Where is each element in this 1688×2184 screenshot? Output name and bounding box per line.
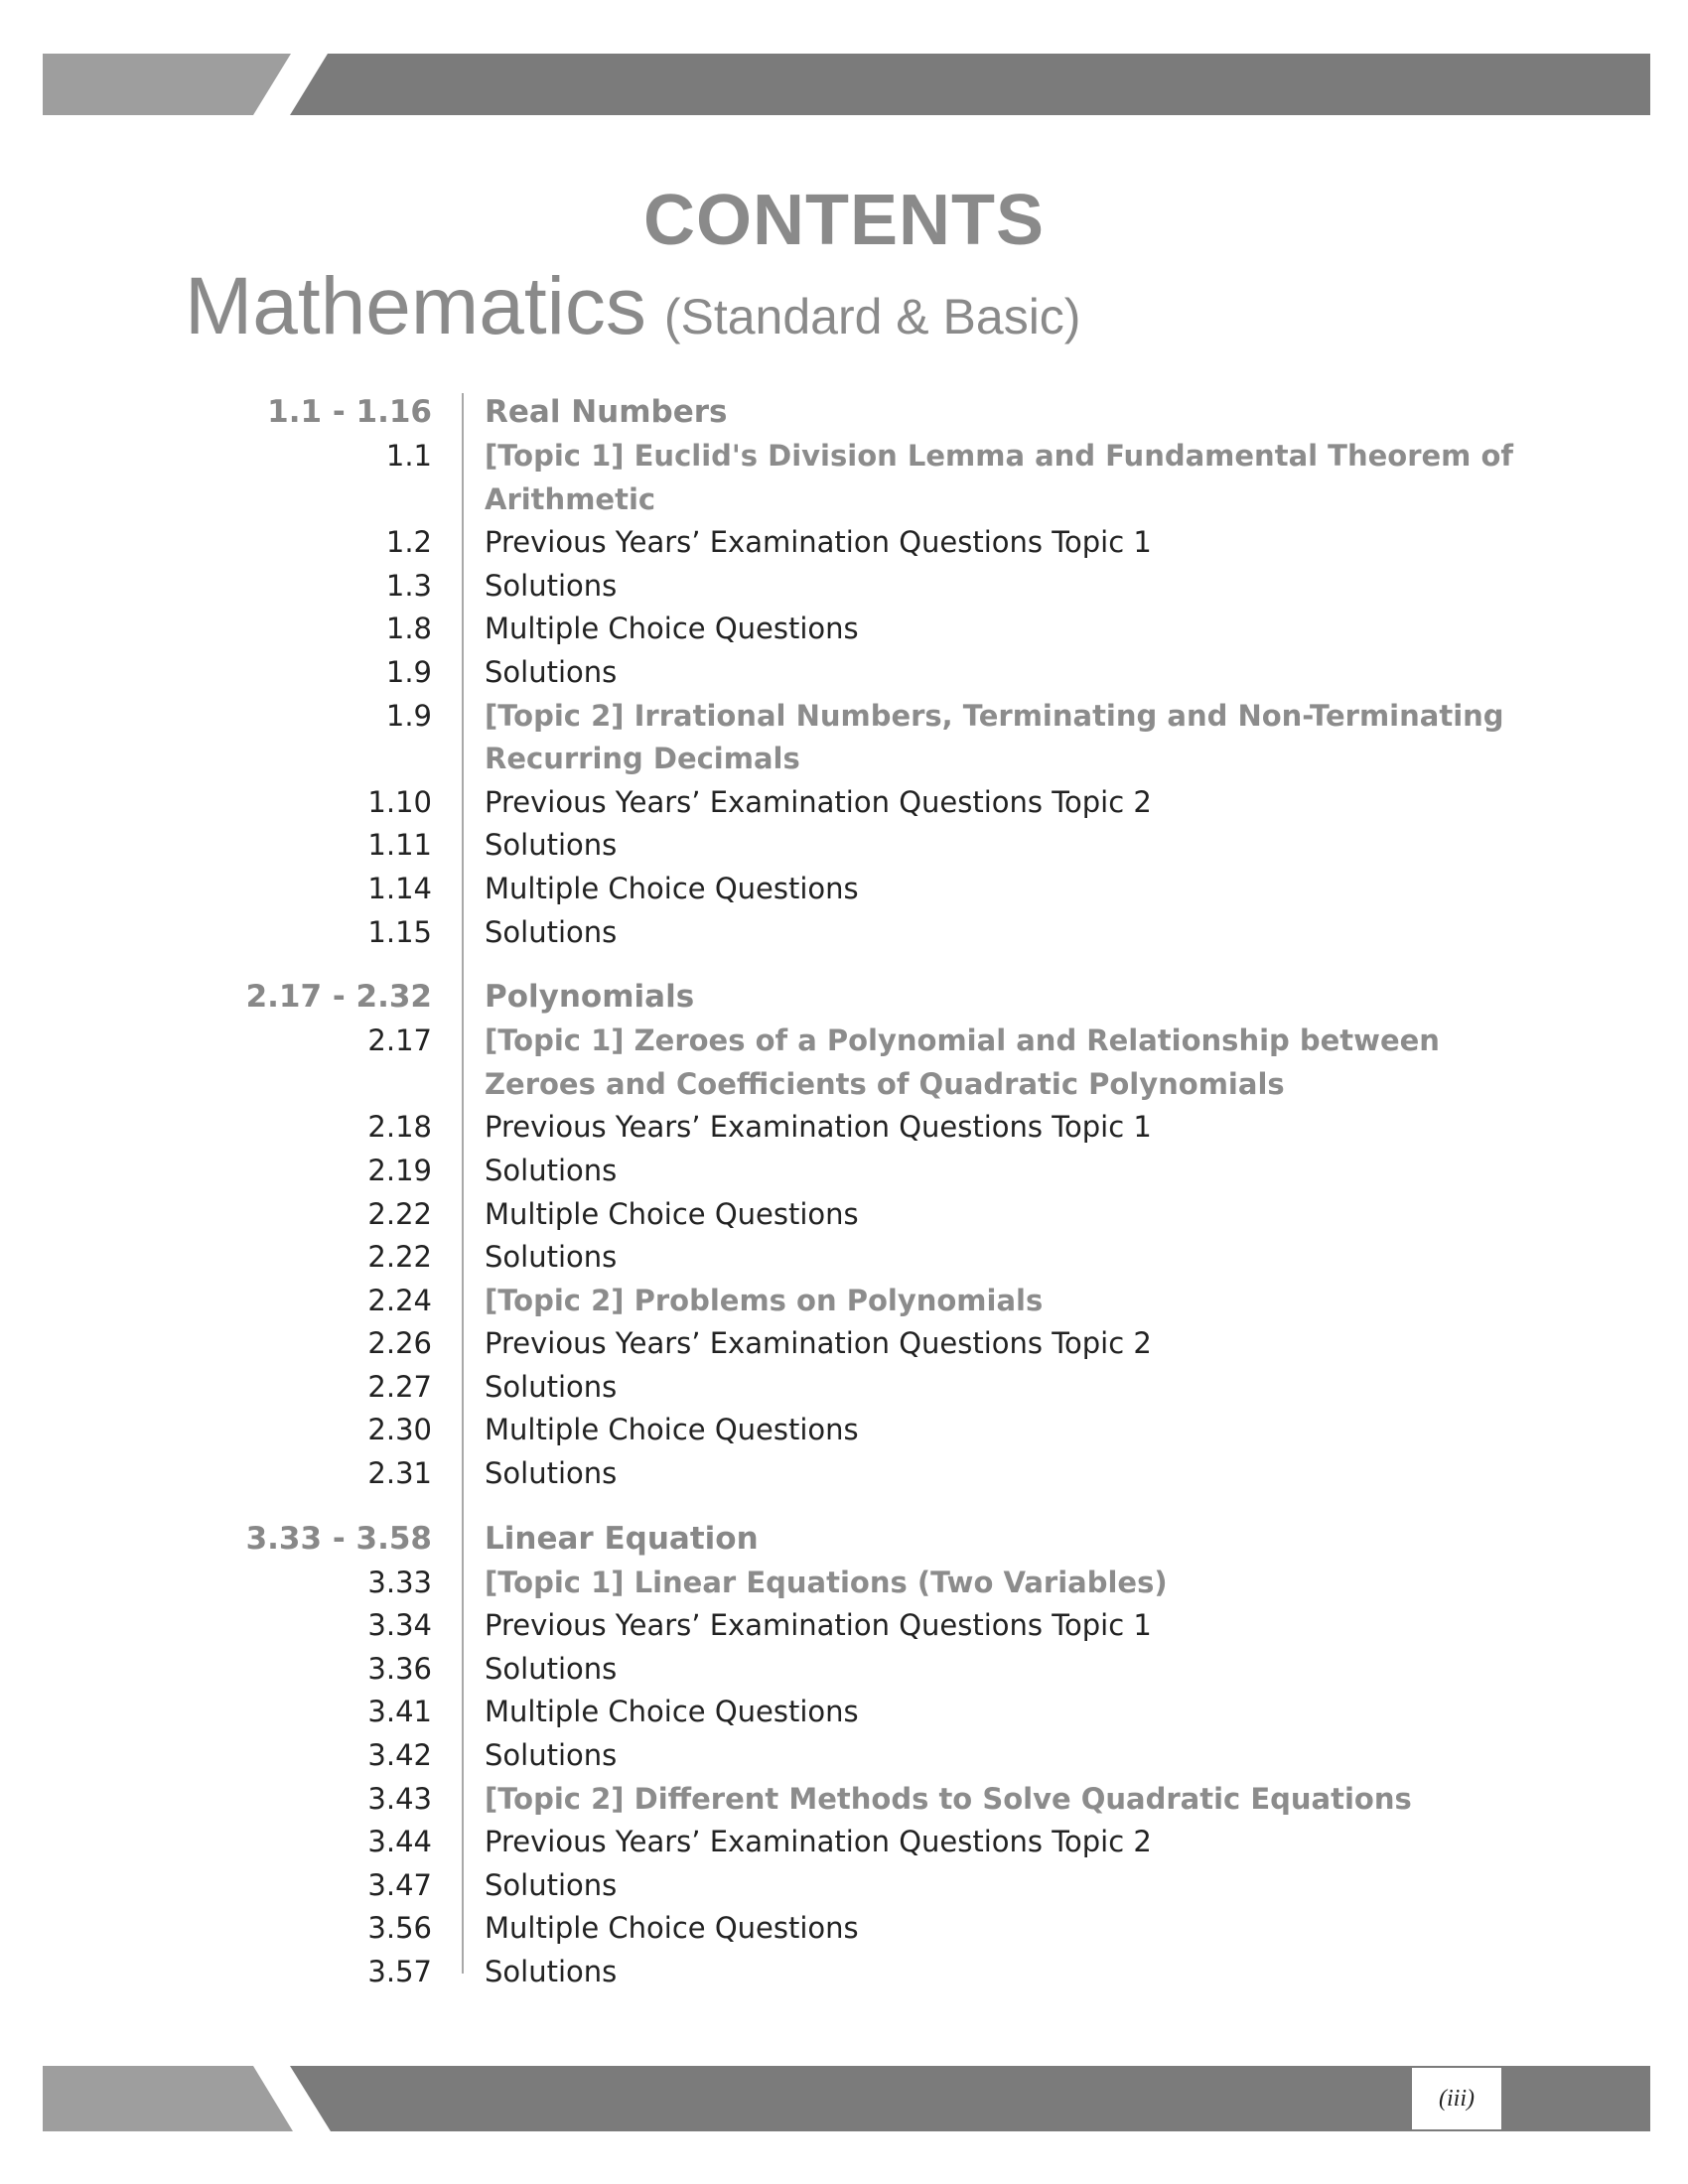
entry-title: Multiple Choice Questions bbox=[485, 612, 859, 646]
entry-title: Solutions bbox=[485, 1867, 618, 1902]
chapter-heading-row[interactable] bbox=[0, 974, 1688, 1020]
subject-title bbox=[185, 260, 1080, 353]
toc-entry-row[interactable] bbox=[0, 1604, 1688, 1648]
top-header-band bbox=[0, 54, 1688, 117]
entry-title: Previous Years’ Examination Questions Topic 1 bbox=[485, 525, 1152, 560]
entry-page-number: 3.34 bbox=[367, 1608, 432, 1643]
entry-page-number: 2.27 bbox=[367, 1369, 432, 1404]
topic-entry-row[interactable] bbox=[0, 435, 1688, 521]
entry-title: Solutions bbox=[485, 654, 618, 689]
entry-page-number: 3.41 bbox=[367, 1695, 432, 1729]
entry-title: Solutions bbox=[485, 1738, 618, 1773]
toc-chapter bbox=[0, 1516, 1688, 1994]
toc-entry-row[interactable] bbox=[0, 1951, 1688, 1994]
entry-page-number: 1.9 bbox=[385, 654, 432, 689]
entry-page-number: 3.47 bbox=[367, 1867, 432, 1902]
entry-page-number: 2.22 bbox=[367, 1240, 432, 1275]
entry-page-number: 1.2 bbox=[385, 525, 432, 560]
chapter-title: Linear Equation bbox=[485, 1520, 759, 1557]
entry-page-number: 2.18 bbox=[367, 1110, 432, 1145]
toc-entry-row[interactable] bbox=[0, 1452, 1688, 1496]
entry-page-number: 2.24 bbox=[367, 1283, 432, 1317]
topic-entry-row[interactable] bbox=[0, 1778, 1688, 1822]
entry-title: Solutions bbox=[485, 828, 618, 863]
topic-title: [Topic 2] Different Methods to Solve Quadratic Equations bbox=[485, 1781, 1412, 1816]
toc-entry-row[interactable] bbox=[0, 781, 1688, 825]
entry-title: Multiple Choice Questions bbox=[485, 1413, 859, 1447]
topic-title: [Topic 2] Problems on Polynomials bbox=[485, 1283, 1044, 1317]
entry-page-number: 3.33 bbox=[367, 1565, 432, 1599]
entry-page-number: 1.9 bbox=[385, 698, 432, 733]
toc-entry-row[interactable] bbox=[0, 521, 1688, 565]
chapter-page-range: 3.33 - 3.58 bbox=[245, 1520, 432, 1557]
table-of-contents bbox=[0, 389, 1688, 2014]
toc-entry-row[interactable] bbox=[0, 824, 1688, 868]
entry-title: Previous Years’ Examination Questions Topic 2 bbox=[485, 784, 1152, 819]
chapter-title: Real Numbers bbox=[485, 394, 728, 430]
toc-entry-row[interactable] bbox=[0, 1864, 1688, 1908]
toc-entry-row[interactable] bbox=[0, 1734, 1688, 1778]
topic-entry-row[interactable] bbox=[0, 695, 1688, 781]
entry-page-number: 1.11 bbox=[367, 828, 432, 863]
page-number: (iii) bbox=[1412, 2068, 1501, 2129]
toc-entry-row[interactable] bbox=[0, 1907, 1688, 1951]
entry-title: Solutions bbox=[485, 1240, 618, 1275]
toc-chapter bbox=[0, 389, 1688, 954]
entry-title: Solutions bbox=[485, 1651, 618, 1686]
toc-entry-row[interactable] bbox=[0, 1821, 1688, 1864]
topic-title: [Topic 1] Euclid's Division Lemma and Fundamental Theorem of Arithmetic bbox=[485, 439, 1514, 516]
topic-entry-row[interactable] bbox=[0, 1280, 1688, 1323]
topic-entry-row[interactable] bbox=[0, 1562, 1688, 1605]
topic-title: [Topic 1] Linear Equations (Two Variables) bbox=[485, 1565, 1168, 1599]
entry-page-number: 2.17 bbox=[367, 1024, 432, 1058]
chapter-heading-row[interactable] bbox=[0, 389, 1688, 435]
entry-page-number: 2.30 bbox=[367, 1413, 432, 1447]
entry-page-number: 2.31 bbox=[367, 1456, 432, 1491]
entry-title: Multiple Choice Questions bbox=[485, 1196, 859, 1231]
chapter-page-range: 1.1 - 1.16 bbox=[267, 394, 432, 430]
entry-page-number: 2.19 bbox=[367, 1153, 432, 1187]
toc-entry-row[interactable] bbox=[0, 1150, 1688, 1193]
subject-subtitle: (Standard & Basic) bbox=[663, 289, 1081, 344]
chapter-page-range: 2.17 - 2.32 bbox=[245, 979, 432, 1016]
toc-entry-row[interactable] bbox=[0, 868, 1688, 911]
entry-page-number: 1.1 bbox=[385, 439, 432, 473]
entry-page-number: 3.57 bbox=[367, 1955, 432, 1988]
entry-title: Solutions bbox=[485, 1955, 618, 1988]
entry-title: Solutions bbox=[485, 914, 618, 949]
entry-title: Multiple Choice Questions bbox=[485, 871, 859, 905]
toc-entry-row[interactable] bbox=[0, 1236, 1688, 1280]
entry-title: Multiple Choice Questions bbox=[485, 1695, 859, 1729]
entry-title: Solutions bbox=[485, 1456, 618, 1491]
toc-entry-row[interactable] bbox=[0, 651, 1688, 695]
subject-name: Mathematics bbox=[185, 261, 646, 351]
entry-title: Previous Years’ Examination Questions Topic 1 bbox=[485, 1608, 1152, 1643]
chapter-title: Polynomials bbox=[485, 979, 695, 1016]
entry-title: Previous Years’ Examination Questions Topic 1 bbox=[485, 1110, 1152, 1145]
entry-page-number: 3.42 bbox=[367, 1738, 432, 1773]
entry-page-number: 3.36 bbox=[367, 1651, 432, 1686]
entry-page-number: 1.14 bbox=[367, 871, 432, 905]
chapter-heading-row[interactable] bbox=[0, 1516, 1688, 1562]
toc-chapter bbox=[0, 974, 1688, 1496]
toc-entry-row[interactable] bbox=[0, 1366, 1688, 1410]
entry-title: Previous Years’ Examination Questions Topic 2 bbox=[485, 1825, 1152, 1859]
topic-entry-row[interactable] bbox=[0, 1020, 1688, 1106]
toc-entry-row[interactable] bbox=[0, 1409, 1688, 1452]
toc-entry-row[interactable] bbox=[0, 1106, 1688, 1150]
toc-entry-row[interactable] bbox=[0, 1322, 1688, 1366]
toc-entry-row[interactable] bbox=[0, 911, 1688, 955]
entry-page-number: 3.56 bbox=[367, 1911, 432, 1946]
toc-entry-row[interactable] bbox=[0, 565, 1688, 609]
entry-page-number: 3.43 bbox=[367, 1781, 432, 1816]
entry-page-number: 1.8 bbox=[385, 612, 432, 646]
entry-title: Previous Years’ Examination Questions Topic 2 bbox=[485, 1326, 1152, 1361]
entry-page-number: 2.22 bbox=[367, 1196, 432, 1231]
entry-page-number: 2.26 bbox=[367, 1326, 432, 1361]
entry-page-number: 3.44 bbox=[367, 1825, 432, 1859]
entry-page-number: 1.15 bbox=[367, 914, 432, 949]
contents-heading: CONTENTS bbox=[643, 181, 1045, 260]
entry-title: Solutions bbox=[485, 1153, 618, 1187]
toc-entry-row[interactable] bbox=[0, 1691, 1688, 1734]
toc-entry-row[interactable] bbox=[0, 608, 1688, 651]
entry-title: Solutions bbox=[485, 1369, 618, 1404]
topic-title: [Topic 1] Zeroes of a Polynomial and Relationship between Zeroes and Coefficients of Quadratic Polynomials bbox=[485, 1024, 1440, 1101]
entry-page-number: 1.10 bbox=[367, 784, 432, 819]
toc-entry-row[interactable] bbox=[0, 1193, 1688, 1237]
topic-title: [Topic 2] Irrational Numbers, Terminating and Non-Terminating Recurring Decimals bbox=[485, 698, 1504, 776]
toc-entry-row[interactable] bbox=[0, 1648, 1688, 1692]
entry-title: Solutions bbox=[485, 568, 618, 603]
entry-title: Multiple Choice Questions bbox=[485, 1911, 859, 1946]
entry-page-number: 1.3 bbox=[385, 568, 432, 603]
